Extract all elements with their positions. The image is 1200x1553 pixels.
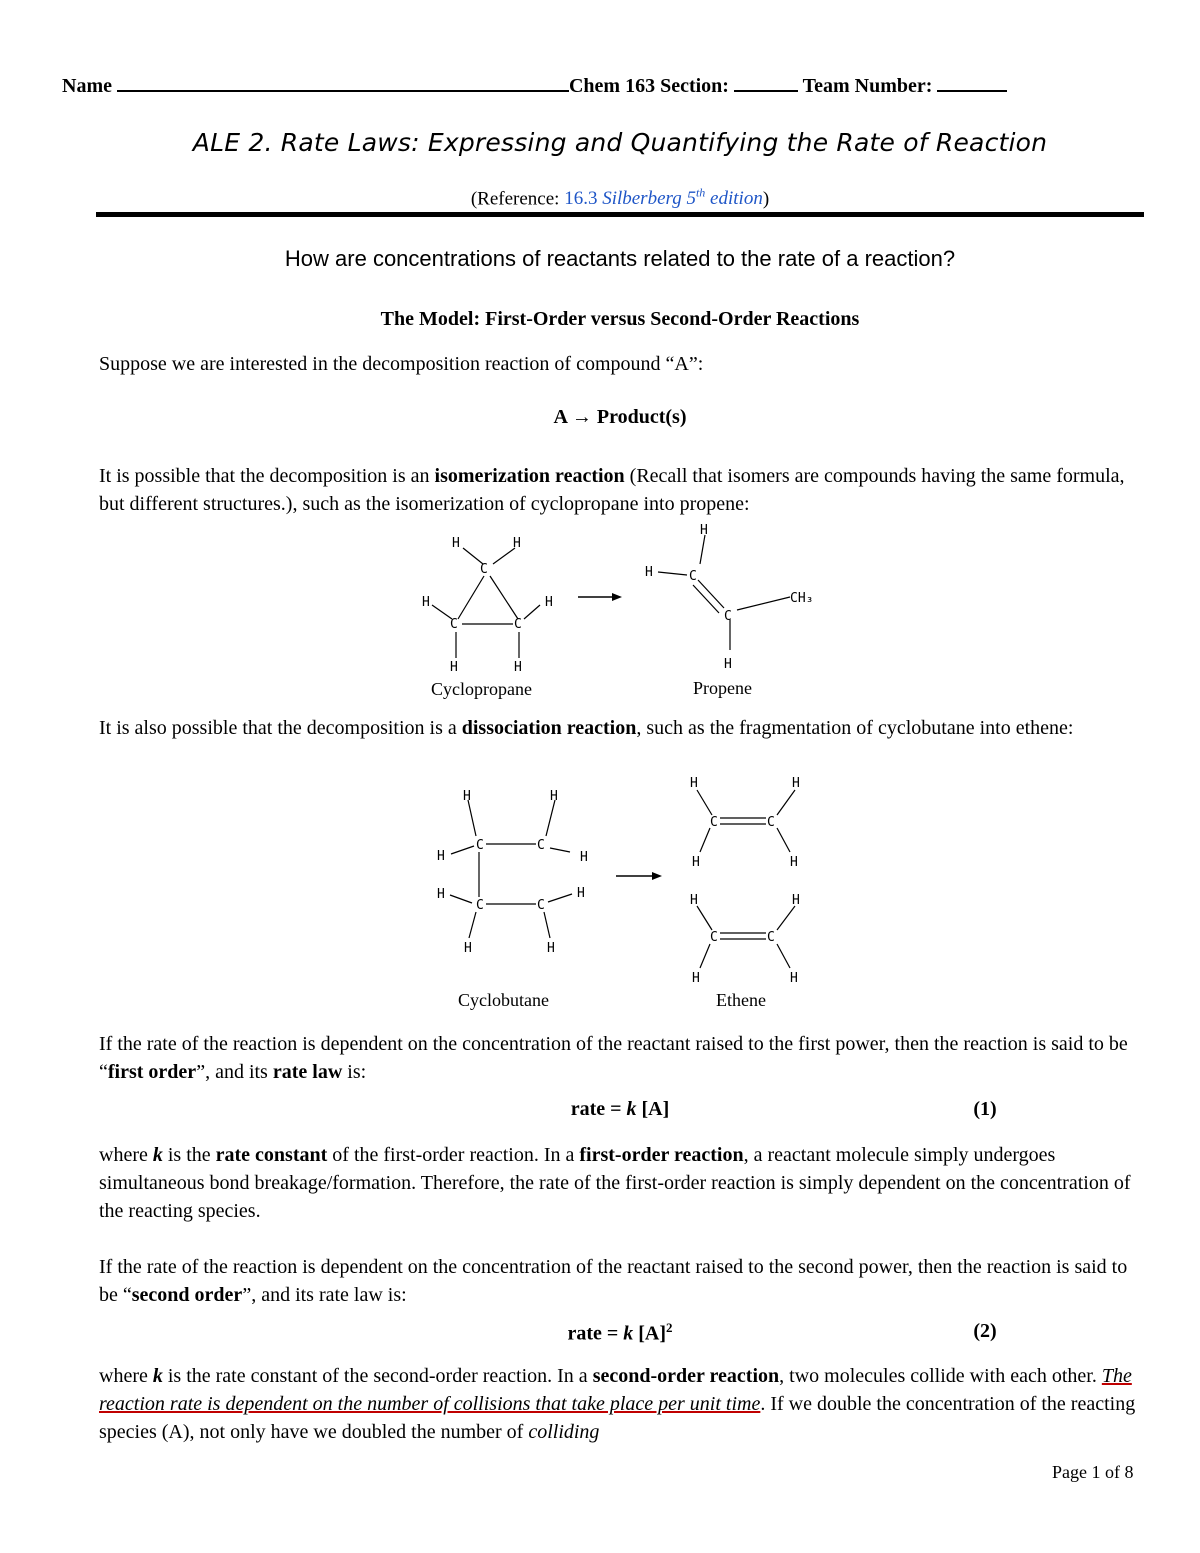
- h-atom: H: [513, 536, 521, 551]
- cyclobutane-structure: [450, 800, 572, 938]
- h-atom: H: [700, 523, 708, 538]
- section-label: Chem 163 Section:: [568, 75, 729, 97]
- reference-link[interactable]: [564, 188, 763, 209]
- c-atom: C: [767, 815, 775, 830]
- c-atom: C: [767, 930, 775, 945]
- reference-prefix: (Reference:: [470, 188, 565, 210]
- h-atom: H: [464, 941, 472, 956]
- name-label: Name: [62, 75, 112, 97]
- reference-edition: edition: [705, 188, 763, 210]
- h-atom: H: [577, 886, 585, 901]
- rate-law-first-order: rate = k [A]: [570, 1098, 670, 1120]
- isomerization-paragraph: It is possible that the decomposition is an isomerization reaction (Recall that isomers are compounds having the same formula, but different structures.), such as the isomerization of cyclopropane into propene:: [99, 465, 1125, 515]
- c-atom: C: [537, 898, 545, 913]
- h-atom: H: [790, 855, 798, 870]
- page-number: Page 1 of 8: [1052, 1462, 1134, 1482]
- h-atom: H: [450, 660, 458, 675]
- h-atom: H: [547, 941, 555, 956]
- c-atom: C: [710, 930, 718, 945]
- reference-section: 16.3: [564, 188, 603, 210]
- reference-line: [0, 186, 1200, 210]
- propene-label: Propene: [693, 678, 752, 698]
- h-atom: H: [550, 789, 558, 804]
- h-atom: H: [792, 776, 800, 791]
- second-order-explanation: where k is the rate constant of the second-order reaction. In a second-order reaction, two molecules collide with each other. The reaction rate is dependent on the number of collisions that take place per unit time. If we double the concentration of the reacting species (A), not only have we doubled the number of colliding: [99, 1365, 1136, 1443]
- h-atom: H: [437, 887, 445, 902]
- worksheet-header: [62, 72, 1007, 98]
- h-atom: H: [452, 536, 460, 551]
- team-field[interactable]: [937, 72, 1007, 92]
- h-atom: H: [792, 893, 800, 908]
- first-order-explanation: where k is the rate constant of the first-order reaction. In a first-order reaction, a reactant molecule simply undergoes simultaneous bond breakage/formation. Therefore, the rate of the first-order reaction is simply dependent on the concentration of the reacting species.: [99, 1144, 1131, 1222]
- reference-sup: th: [695, 186, 706, 200]
- rate-law-second-order: rate = k $[A]^2$: [567, 1320, 673, 1345]
- h-atom: H: [690, 776, 698, 791]
- team-label: Team Number:: [802, 75, 933, 97]
- reaction-equation: A → Product(s): [553, 406, 687, 428]
- reaction-arrow-2: [616, 872, 662, 880]
- page-title: ALE 2. Rate Laws: Expressing and Quantifying the Rate of Reaction: [192, 128, 1048, 157]
- h-atom: H: [690, 893, 698, 908]
- c-atom: C: [724, 609, 732, 624]
- c-atom: C: [476, 898, 484, 913]
- h-atom: H: [545, 595, 553, 610]
- h-atom: H: [514, 660, 522, 675]
- h-atom: H: [645, 565, 653, 580]
- h-atom: H: [692, 971, 700, 986]
- title-divider: [96, 212, 1144, 217]
- equation-number-1: (1): [973, 1098, 997, 1120]
- second-order-paragraph: If the rate of the reaction is dependent on the concentration of the reactant raised to the second power, then the reaction is said to be “second order”, and its rate law is:: [99, 1256, 1128, 1306]
- c-atom: C: [450, 617, 458, 632]
- reference-suffix: ): [762, 188, 770, 210]
- figure-isomerization: [400, 520, 840, 705]
- h-atom: H: [463, 789, 471, 804]
- c-atom: C: [476, 838, 484, 853]
- propene-structure: [658, 535, 790, 650]
- guiding-question: How are concentrations of reactants related to the rate of a reaction?: [284, 246, 956, 271]
- equation-number-2: (2): [973, 1320, 997, 1342]
- h-atom: H: [724, 657, 732, 672]
- c-atom: C: [689, 569, 697, 584]
- section-field[interactable]: [734, 72, 798, 92]
- dissociation-paragraph: It is also possible that the decomposition is a dissociation reaction, such as the fragmentation of cyclobutane into ethene:: [99, 717, 1074, 739]
- methyl-group: CH₃: [790, 591, 814, 606]
- figure-dissociation: [420, 770, 840, 1015]
- h-atom: H: [790, 971, 798, 986]
- reaction-arrow-1: [578, 593, 622, 601]
- intro-paragraph: Suppose we are interested in the decomposition reaction of compound “A”:: [99, 353, 704, 375]
- h-atom: H: [580, 850, 588, 865]
- name-field[interactable]: [117, 72, 569, 92]
- c-atom: C: [514, 617, 522, 632]
- h-atom: H: [692, 855, 700, 870]
- cyclopropane-label: Cyclopropane: [431, 679, 532, 699]
- first-order-paragraph: If the rate of the reaction is dependent on the concentration of the reactant raised to the first power, then the reaction is said to be “first order”, and its rate law is:: [99, 1033, 1128, 1083]
- h-atom: H: [437, 849, 445, 864]
- c-atom: C: [537, 838, 545, 853]
- c-atom: C: [710, 815, 718, 830]
- h-atom: H: [422, 595, 430, 610]
- cyclobutane-label: Cyclobutane: [458, 990, 549, 1010]
- c-atom: C: [480, 562, 488, 577]
- ethene-label: Ethene: [716, 990, 766, 1010]
- model-heading: The Model: First-Order versus Second-Order Reactions: [380, 308, 860, 330]
- reference-book: Silberberg 5: [602, 188, 696, 210]
